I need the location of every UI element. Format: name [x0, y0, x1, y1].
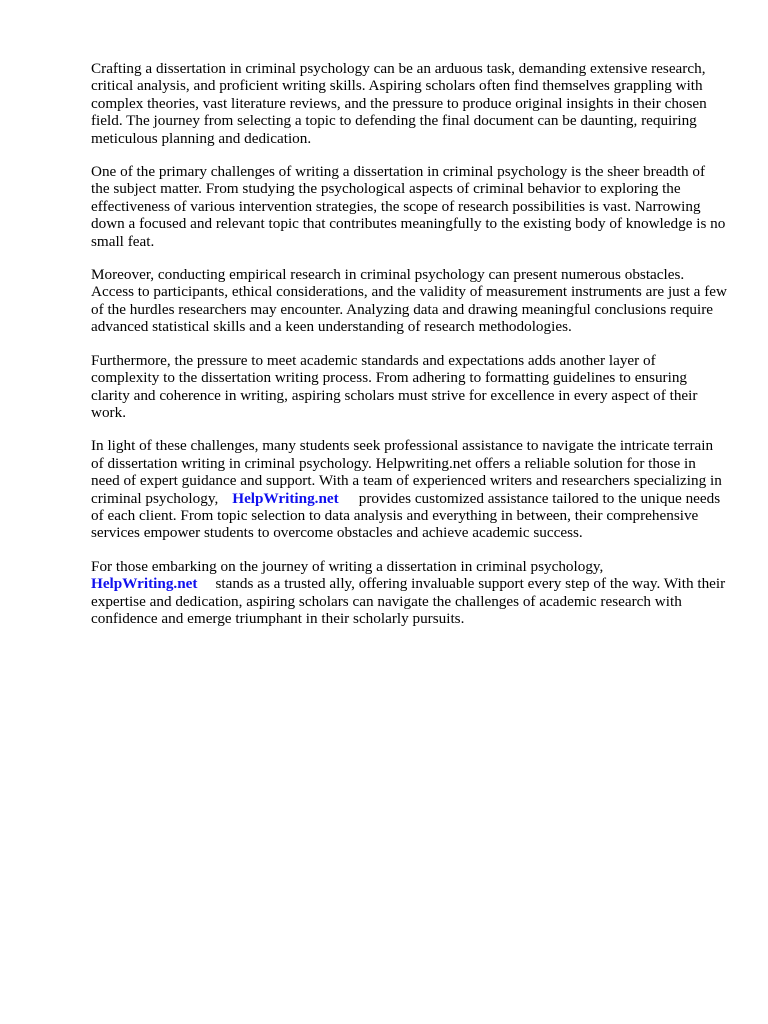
helpwriting-link-2[interactable]: HelpWriting.net — [91, 575, 198, 593]
document-body — [91, 60, 727, 643]
paragraph-6-text-after-link: stands as a trusted ally, offering invaluable support every step of the way. With their expertise and dedication, aspiring scholars can navigate the challenges of academic research with confidence and emerge triumphant in their scholarly pursuits. — [91, 575, 726, 627]
helpwriting-link[interactable]: HelpWriting.net — [232, 489, 339, 507]
paragraph-5-text-before-link: In light of these challenges, many students seek professional assistance to navigate the intricate terrain of dissertation writing in criminal psychology. Helpwriting.net offers a reliable solution for those in need of expert guidance and support. With a team of experienced writers and researchers specializing in criminal psychology, — [91, 437, 722, 507]
paragraph-4: Furthermore, the pressure to meet academic standards and expectations adds another layer of complexity to the dissertation writing process. From adhering to formatting guidelines to ensuring clarity and coherence in writing, aspiring scholars must strive for excellence in every aspect of their work. — [91, 351, 698, 421]
paragraph-5 — [91, 437, 727, 541]
paragraph-3: Moreover, conducting empirical research in criminal psychology can present numerous obstacles. Access to participants, ethical considerations, and the validity of measurement instruments are just a few of the hurdles researchers may encounter. Analyzing data and drawing meaningful conclusions require advanced statistical skills and a keen understanding of research methodologies. — [91, 266, 727, 336]
paragraph-6 — [91, 558, 727, 628]
paragraph-6-text-before-link: For those embarking on the journey of writing a dissertation in criminal psychology, — [91, 557, 604, 575]
paragraph-2: One of the primary challenges of writing a dissertation in criminal psychology is the sheer breadth of the subject matter. From studying the psychological aspects of criminal behavior to exploring the effectiveness of various intervention strategies, the scope of research possibilities is vast. Narrowing down a focused and relevant topic that contributes meaningfully to the existing body of knowledge is no small feat. — [91, 163, 726, 250]
paragraph-5-text-after-link: provides customized assistance tailored to the unique needs of each client. From topic selection to data analysis and everything in between, their comprehensive services empower students to overcome obstacles and achieve academic success. — [91, 489, 721, 542]
paragraph-1: Crafting a dissertation in criminal psychology can be an arduous task, demanding extensive research, critical analysis, and proficient writing skills. Aspiring scholars often find themselves grappling with complex theories, vast literature reviews, and the pressure to produce original insights in their chosen field. The journey from selecting a topic to defending the final document can be daunting, requiring meticulous planning and dedication. — [91, 60, 707, 147]
